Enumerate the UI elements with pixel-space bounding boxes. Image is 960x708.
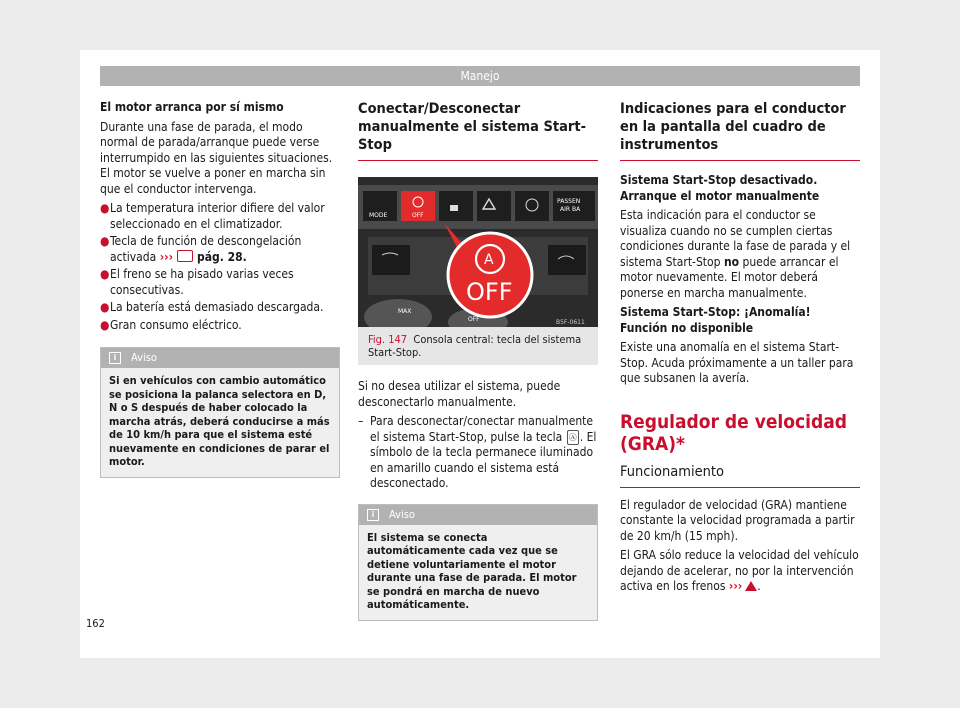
- notice-box: [100, 347, 340, 478]
- section-heading: El motor arranca por sí mismo: [100, 100, 284, 114]
- section-subtitle: Funcionamiento: [620, 463, 860, 488]
- intro-paragraph: Durante una fase de parada, el modo normal de parada/arranque puede verse interrumpido en las siguientes situaciones. El motor se vuelve a poner en marcha sin que el conductor intervenga.: [100, 119, 333, 196]
- info-icon: i: [367, 509, 379, 521]
- reference-arrows: ›››: [728, 579, 743, 593]
- section-heading: Conectar/Desconectar manualmente el sistema Start-Stop: [358, 100, 598, 161]
- image-code: B5F-0611: [556, 319, 585, 326]
- paragraph: Esta indicación para el conductor se visualiza cuando no se cumplen ciertas condiciones durante la fase de parada y el sistema Start-Stop no puede arrancar el motor nuevamente. El motor deberá ponerse en marcha manualmente.: [620, 208, 851, 300]
- warning-icon[interactable]: [745, 581, 757, 591]
- notice-header: i Aviso: [359, 505, 597, 525]
- notice-text: Si en vehículos con cambio automático se posiciona la palanca selectora en D, N o S después de haber colocado la marcha atrás, deberá conducirse a más de 10 km/h para que el sistema esté nuevamente en condiciones de parar el motor.: [101, 368, 339, 477]
- figure-caption: Fig. 147 Consola central: tecla del sistema Start-Stop.: [358, 327, 598, 365]
- bullet-icon: ●: [100, 267, 110, 281]
- book-icon: [177, 250, 193, 262]
- notice-text: El sistema se conecta automáticamente cada vez que se detiene voluntariamente el motor durante una fase de parada. El motor se pondrá en marcha de nuevo automáticamente.: [359, 525, 597, 620]
- column-1: [100, 100, 340, 478]
- airbag-label: AIR BA: [560, 206, 581, 213]
- bullet-icon: ●: [100, 234, 110, 248]
- list-item: ● La temperatura interior difiere del valor seleccionado en el climatizador.: [100, 201, 325, 231]
- column-2: [358, 100, 598, 621]
- list-item: ● El freno se ha pisado varias veces consecutivas.: [100, 267, 294, 297]
- svg-text:A: A: [484, 252, 494, 268]
- column-3: [620, 100, 860, 599]
- bullet-icon: ●: [100, 201, 110, 215]
- bullet-icon: ●: [100, 317, 110, 332]
- subsection-title: Sistema Start-Stop desactivado. Arranque el motor manualmente: [620, 173, 820, 203]
- start-stop-key-icon: Ⓐ: [567, 430, 579, 445]
- notice-header: i Aviso: [101, 348, 339, 368]
- paragraph: Si no desea utilizar el sistema, puede desconectarlo manualmente.: [358, 379, 561, 409]
- bullet-icon: ●: [100, 300, 110, 314]
- dash-marker: –: [358, 414, 364, 428]
- list-item: ● Tecla de función de descongelación activada ››› pág. 28.: [100, 234, 302, 264]
- list-item: – Para desconectar/conectar manualmente el sistema Start-Stop, pulse la tecla Ⓐ . El símbolo de la tecla permanece iluminado en amarillo cuando el sistema está desconectado.: [358, 414, 597, 490]
- list-item: ● La batería está demasiado descargada.: [100, 300, 324, 314]
- mode-label: MODE: [369, 212, 388, 219]
- list-item: ● Gran consumo eléctrico.: [100, 317, 242, 332]
- info-icon: i: [109, 352, 121, 364]
- notice-box: [358, 504, 598, 621]
- off-label-bottom: OFF: [468, 316, 480, 323]
- paragraph: El regulador de velocidad (GRA) mantiene constante la velocidad programada a partir de 20 km/h (15 mph).: [620, 497, 855, 543]
- max-label: MAX: [398, 308, 412, 315]
- off-callout: OFF: [466, 278, 513, 306]
- console-illustration: [358, 177, 598, 327]
- passen-label: PASSEN: [557, 198, 581, 205]
- section-heading: Indicaciones para el conductor en la pantalla del cuadro de instrumentos: [620, 100, 860, 161]
- page-reference[interactable]: pág. 28.: [197, 249, 247, 264]
- section-header: Manejo: [100, 66, 860, 86]
- reference-arrows: ›››: [159, 249, 174, 264]
- figure-console: [358, 177, 598, 327]
- paragraph: El GRA sólo reduce la velocidad del vehículo dejando de acelerar, no por la intervención activa en los frenos ››› .: [620, 548, 859, 593]
- page-number: 162: [86, 617, 105, 630]
- chapter-title: Regulador de velocidad (GRA)*: [620, 410, 848, 455]
- subsection-title: Sistema Start-Stop: ¡Anomalía! Función no disponible: [620, 305, 811, 335]
- off-label: OFF: [412, 212, 424, 219]
- paragraph: Existe una anomalía en el sistema Start-Stop. Acuda próximamente a un taller para que subsanen la avería.: [620, 340, 854, 385]
